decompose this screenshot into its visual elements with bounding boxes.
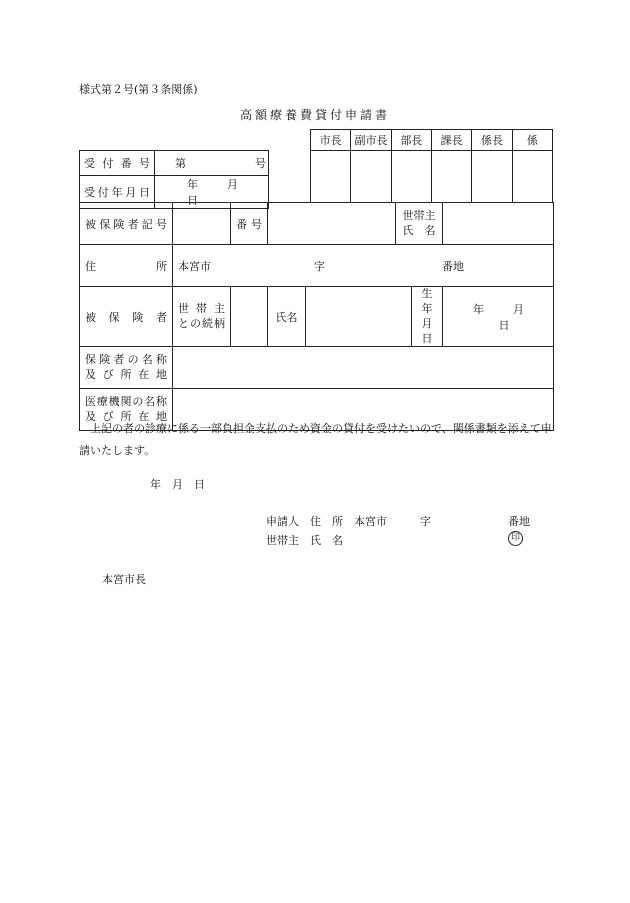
medical-institution-label: 医療機関の名称 及び所在地 — [80, 389, 173, 431]
application-date[interactable]: 年 月 日 — [150, 478, 205, 491]
household-head-label: 世帯主 氏 名 — [396, 203, 443, 245]
reception-number-label: 受付番号 — [80, 151, 155, 176]
approval-staff: 係 — [512, 130, 552, 151]
household-head-field[interactable] — [443, 203, 554, 245]
form-title: 高額療養費貸付申請書 — [239, 108, 390, 122]
approval-mayor: 市長 — [311, 130, 351, 151]
address-label: 住 所 — [80, 245, 173, 287]
birth-date-field[interactable]: 年 月 日 — [443, 287, 554, 347]
insured-symbol-field[interactable] — [173, 203, 231, 245]
application-statement: 上記の者の診療に係る一部負担金支払のため資金の貸付を受けたいので、関係書類を添えて申請いたします。 — [79, 422, 552, 457]
approval-section-chief: 課長 — [431, 130, 471, 151]
reception-date-label: 受付年月日 — [80, 176, 155, 209]
insurer-field[interactable] — [173, 347, 554, 389]
relation-label: 世帯主 との続柄 — [173, 287, 231, 347]
approval-vice-mayor: 副市長 — [351, 130, 391, 151]
stamp-box[interactable] — [391, 151, 431, 203]
address-field[interactable]: 本宮市 字 番地 — [173, 245, 554, 287]
insurer-label: 保険者の名称 及び所在地 — [80, 347, 173, 389]
form-number: 様式第２号(第３条関係) — [79, 83, 198, 96]
applicant-name[interactable]: 世帯主 氏 名 — [266, 534, 343, 547]
seal-mark: 印 — [508, 531, 523, 546]
relation-field[interactable] — [231, 287, 268, 347]
main-form-table — [79, 202, 554, 431]
stamp-box[interactable] — [431, 151, 471, 203]
stamp-box[interactable] — [472, 151, 512, 203]
applicant-address[interactable]: 申請人 住 所 本宮市 字 番地 — [266, 515, 530, 528]
addressee: 本宮市長 — [102, 573, 146, 586]
insured-person-label: 被保険者 — [80, 287, 173, 347]
name-field[interactable] — [306, 287, 412, 347]
reception-number-field[interactable]: 第 号 — [155, 151, 269, 176]
reception-date-field[interactable]: 年 月 日 — [155, 176, 269, 209]
insured-symbol-label: 被保険者記号 — [80, 203, 173, 245]
stamp-box[interactable] — [512, 151, 552, 203]
number-label: 番号 — [231, 203, 268, 245]
approval-director: 部長 — [391, 130, 431, 151]
birth-label: 生年 月日 — [412, 287, 443, 347]
reception-table — [79, 150, 269, 209]
name-label: 氏名 — [268, 287, 306, 347]
number-field[interactable] — [268, 203, 396, 245]
stamp-box[interactable] — [311, 151, 351, 203]
approval-subsection-chief: 係長 — [472, 130, 512, 151]
stamp-box[interactable] — [351, 151, 391, 203]
approval-table — [310, 129, 553, 203]
